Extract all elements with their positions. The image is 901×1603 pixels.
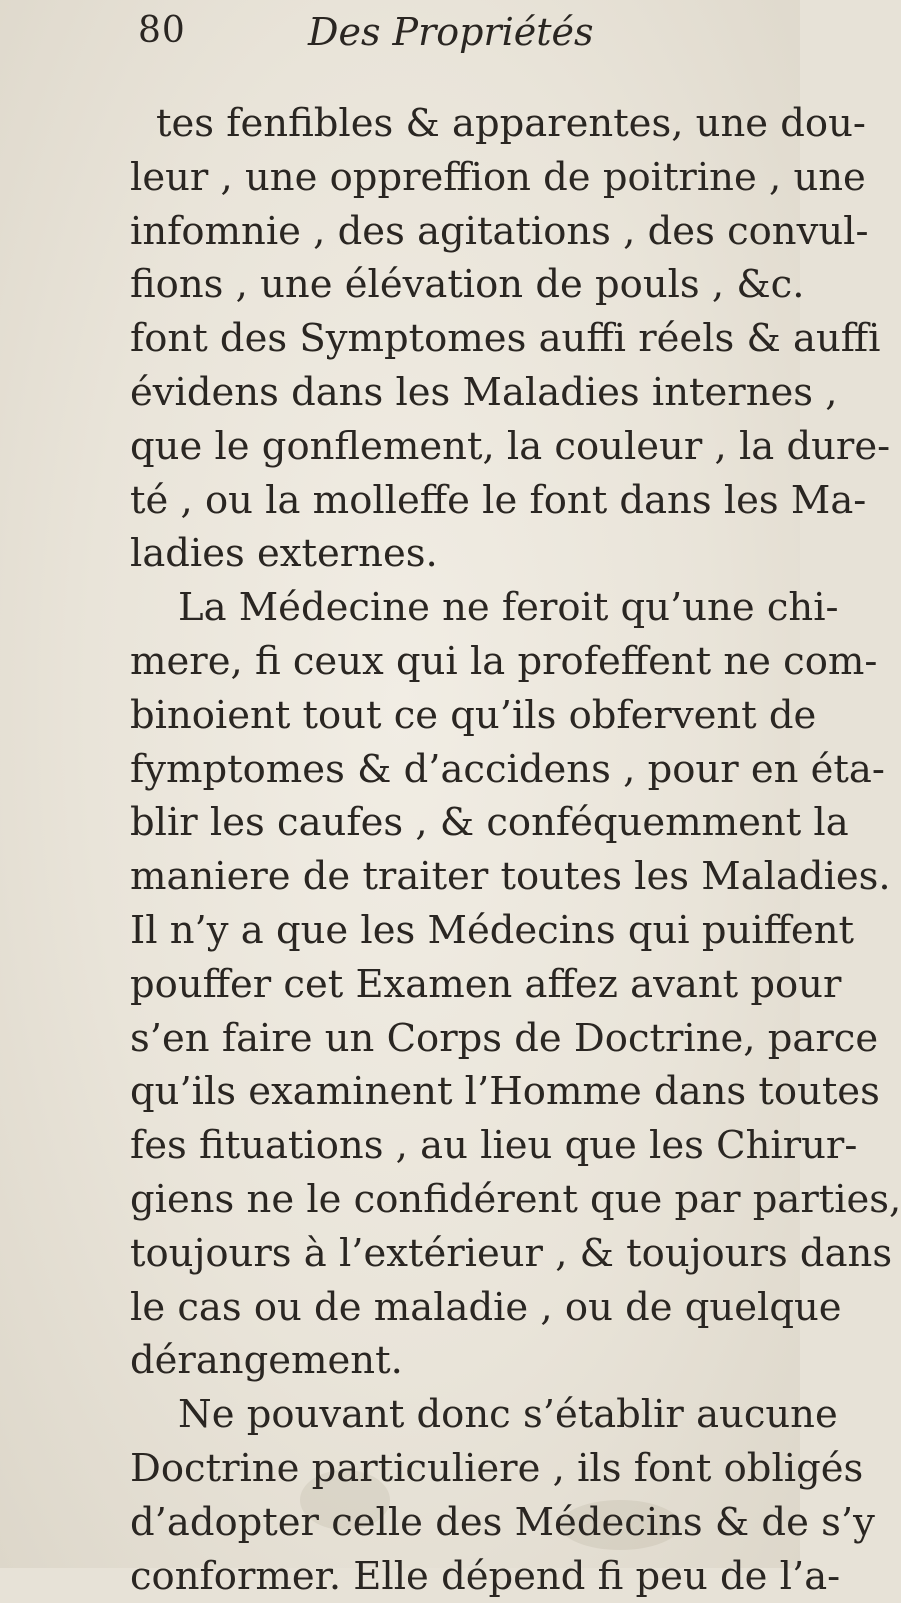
text-line: ladies externes. xyxy=(130,531,438,577)
text-line: tes fenfibles & apparentes, une dou- xyxy=(156,101,866,146)
text-line: fes fituations , au lieu que les Chirur- xyxy=(130,1123,858,1169)
body-text xyxy=(108,97,901,1603)
text-line: giens ne le confidérent que par parties, xyxy=(130,1176,901,1222)
text-line: que le gonflement, la couleur , la dure- xyxy=(130,423,891,469)
text-line: fions , une élévation de pouls , &c. xyxy=(130,262,805,308)
text-line: mere, fi ceux qui la profeffent ne com- xyxy=(130,638,878,684)
page-number: 80 xyxy=(138,10,186,51)
text-line: Doctrine particuliere , ils font obligés xyxy=(130,1445,864,1491)
text-line: conformer. Elle dépend fi peu de l’a- xyxy=(130,1553,841,1599)
text-line: leur , une oppreffion de poitrine , une xyxy=(130,154,866,200)
text-line: toujours à l’extérieur , & toujours dans xyxy=(130,1230,893,1276)
text-line: qu’ils examinent l’Homme dans toutes xyxy=(130,1069,880,1115)
text-line: Ne pouvant donc s’établir aucune xyxy=(178,1392,838,1438)
text-line: blir les caufes , & conféquemment la xyxy=(130,800,849,846)
text-line: font des Symptomes auffi réels & auffi xyxy=(130,316,881,362)
text-line: le cas ou de maladie , ou de quelque xyxy=(130,1284,842,1330)
text-line: s’en faire un Corps de Doctrine, parce xyxy=(130,1015,879,1061)
text-line: dérangement. xyxy=(130,1338,403,1384)
text-line: évidens dans les Maladies internes , xyxy=(130,369,838,415)
text-line: infomnie , des agitations , des convul- xyxy=(130,208,869,254)
text-line: Il n’y a que les Médecins qui puiffent xyxy=(130,907,854,953)
text-line: binoient tout ce qu’ils obfervent de xyxy=(130,692,817,738)
running-title: Des Propriétés xyxy=(308,10,594,54)
page-header xyxy=(120,10,680,70)
text-line: maniere de traiter toutes les Maladies. xyxy=(130,854,891,900)
text-line: fymptomes & d’accidens , pour en éta- xyxy=(130,746,885,792)
text-line: pouffer cet Examen affez avant pour xyxy=(130,961,842,1007)
text-line: La Médecine ne feroit qu’une chi- xyxy=(178,585,839,631)
text-line: d’adopter celle des Médecins & de s’y xyxy=(130,1499,875,1545)
text-line: té , ou la molleffe le font dans les Ma- xyxy=(130,477,867,523)
